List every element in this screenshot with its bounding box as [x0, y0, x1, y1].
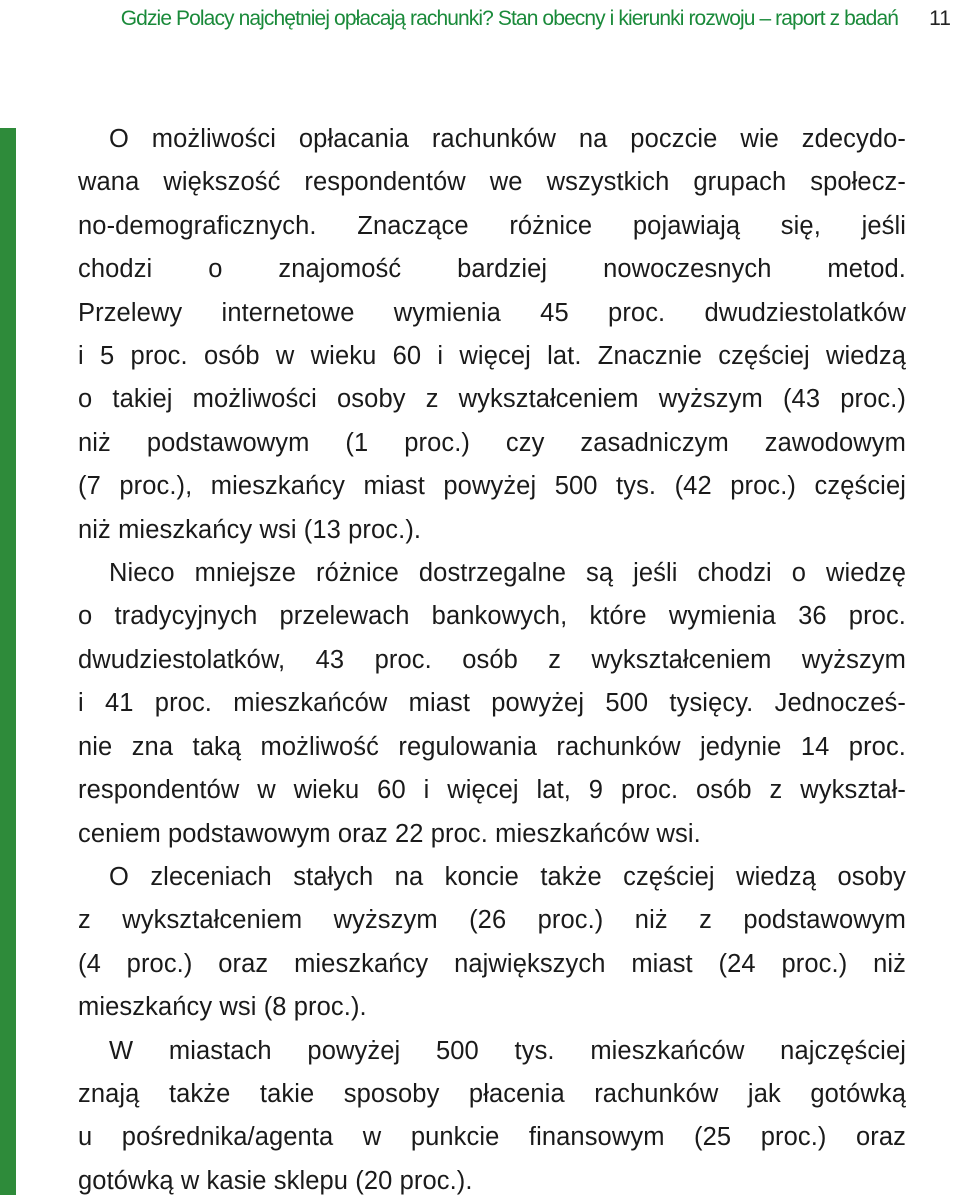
- text-line: dwudziestolatków, 43 proc. osób z wykształceniem wyższym: [78, 645, 906, 674]
- text-line: mieszkańcy wsi (8 proc.).: [78, 993, 367, 1022]
- text-line: nie zna taką możliwość regulowania rachunków jedynie 14 proc.: [78, 732, 906, 761]
- text-line: O możliwości opłacania rachunków na poczcie wie zdecydo-: [109, 125, 906, 153]
- paragraph: [78, 856, 906, 1030]
- text-line: ceniem podstawowym oraz 22 proc. mieszkańców wsi.: [78, 819, 701, 848]
- running-title: Gdzie Polacy najchętniej opłacają rachunki? Stan obecny i kierunki rozwoju – raport z badań: [120, 7, 898, 30]
- text-line: no-demograficznych. Znaczące różnice pojawiają się, jeśli: [78, 211, 906, 240]
- text-line: (7 proc.), mieszkańcy miast powyżej 500 tys. (42 proc.) częściej: [78, 472, 906, 501]
- text-line: z wykształceniem wyższym (26 proc.) niż z podstawowym: [78, 906, 906, 935]
- text-line: wana większość respondentów we wszystkich grupach społecz-: [78, 168, 906, 197]
- paragraph: [78, 1030, 906, 1203]
- text-line: u pośrednika/agenta w punkcie finansowym (25 proc.) oraz: [78, 1123, 906, 1152]
- page-header: [0, 0, 960, 40]
- text-line: i 41 proc. mieszkańców miast powyżej 500 tysięcy. Jednocześ-: [78, 689, 906, 718]
- accent-bar: [0, 128, 16, 1195]
- text-line: respondentów w wieku 60 i więcej lat, 9 proc. osób z wykształ-: [78, 776, 906, 805]
- text-line: niż mieszkańcy wsi (13 proc.).: [78, 515, 422, 544]
- text-line: W miastach powyżej 500 tys. mieszkańców najczęściej: [109, 1036, 906, 1065]
- text-line: o tradycyjnych przelewach bankowych, które wymienia 36 proc.: [78, 602, 906, 631]
- text-line: Przelewy internetowe wymienia 45 proc. dwudziestolatków: [78, 298, 906, 327]
- body-text: [78, 118, 906, 1203]
- text-line: gotówką w kasie sklepu (20 proc.).: [78, 1166, 473, 1195]
- text-line: niż podstawowym (1 proc.) czy zasadniczym zawodowym: [78, 428, 906, 457]
- text-line: i 5 proc. osób w wieku 60 i więcej lat. Znacznie częściej wiedzą: [78, 342, 906, 371]
- text-line: znają także takie sposoby płacenia rachunków jak gotówką: [78, 1079, 906, 1108]
- text-line: o takiej możliwości osoby z wykształceniem wyższym (43 proc.): [78, 385, 906, 414]
- text-line: O zleceniach stałych na koncie także częściej wiedzą osoby: [109, 862, 906, 891]
- text-line: (4 proc.) oraz mieszkańcy największych miast (24 proc.) niż: [78, 949, 906, 978]
- page-number: 11: [929, 7, 951, 30]
- paragraph: [78, 552, 906, 856]
- running-title-container: [121, 4, 898, 34]
- text-line: Nieco mniejsze różnice dostrzegalne są jeśli chodzi o wiedzę: [109, 559, 906, 588]
- paragraph: [78, 118, 906, 552]
- text-line: chodzi o znajomość bardziej nowoczesnych metod.: [78, 255, 906, 284]
